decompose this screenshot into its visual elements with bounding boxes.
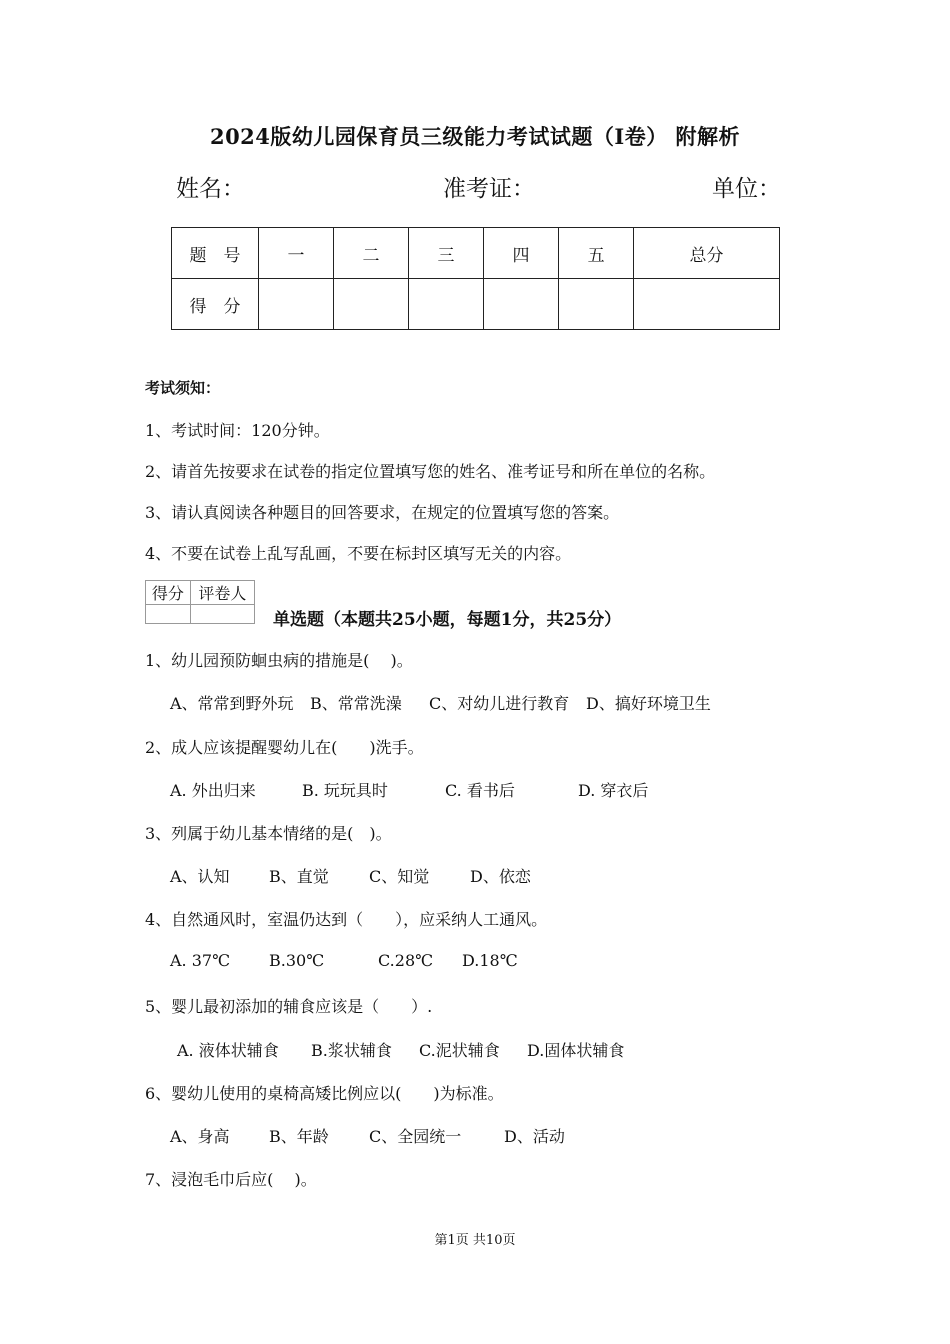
grader-reviewer-cell[interactable]: [190, 605, 254, 624]
option[interactable]: D.18℃: [462, 951, 518, 970]
option[interactable]: A、常常到野外玩: [170, 694, 294, 713]
grader-score-cell[interactable]: [146, 605, 191, 624]
notice-item: 3、请认真阅读各种题目的回答要求，在规定的位置填写您的答案。: [145, 503, 620, 522]
exam-title: 2024版幼儿园保育员三级能力考试试题（I卷） 附解析: [209, 124, 741, 149]
notice-item: 1、考试时间：120分钟。: [145, 421, 330, 440]
option[interactable]: D.固体状辅食: [527, 1041, 625, 1060]
option[interactable]: A、身高: [170, 1127, 230, 1146]
option[interactable]: C. 看书后: [445, 781, 515, 800]
option[interactable]: D、活动: [504, 1127, 565, 1146]
exam-id-label: 准考证：: [443, 176, 535, 202]
option[interactable]: B. 玩玩具时: [302, 781, 388, 800]
question-stem: 7、浸泡毛巾后应( )。: [145, 1170, 317, 1189]
question-stem: 1、幼儿园预防蛔虫病的措施是( )。: [145, 651, 413, 670]
score-table: [171, 227, 780, 330]
question-stem: 5、婴儿最初添加的辅食应该是（ ）.: [145, 997, 433, 1016]
option[interactable]: A. 外出归来: [170, 781, 256, 800]
score-header-cell: 总分: [634, 228, 780, 279]
section-title: 单选题（本题共25小题，每题1分，共25分）: [273, 610, 622, 630]
question-stem: 2、成人应该提醒婴幼儿在( )洗手。: [145, 738, 424, 757]
option[interactable]: D. 穿衣后: [578, 781, 649, 800]
question-stem: 3、列属于幼儿基本情绪的是( )。: [145, 824, 392, 843]
score-header-cell: 五: [559, 228, 634, 279]
score-header-cell: 题 号: [172, 228, 259, 279]
option[interactable]: D、搞好环境卫生: [586, 694, 711, 713]
option[interactable]: A. 37℃: [170, 951, 230, 970]
score-header-cell: 四: [484, 228, 559, 279]
name-label: 姓名：: [176, 176, 245, 202]
notice-item: 2、请首先按要求在试卷的指定位置填写您的姓名、准考证号和所在单位的名称。: [145, 462, 716, 481]
option[interactable]: C.泥状辅食: [419, 1041, 500, 1060]
option[interactable]: B、常常洗澡: [310, 694, 402, 713]
notice-item: 4、不要在试卷上乱写乱画，不要在标封区填写无关的内容。: [145, 544, 572, 563]
unit-label: 单位：: [712, 176, 781, 202]
grader-score-label: 得分: [146, 581, 191, 605]
score-cell[interactable]: [559, 279, 634, 330]
score-header-cell: 三: [409, 228, 484, 279]
score-cell[interactable]: [484, 279, 559, 330]
option[interactable]: B.30℃: [269, 951, 325, 970]
option[interactable]: C、全园统一: [369, 1127, 462, 1146]
page-footer: 第1页 共10页: [434, 1233, 516, 1248]
option[interactable]: C、知觉: [369, 867, 430, 886]
score-table-header-row: [172, 228, 780, 279]
score-cell[interactable]: [634, 279, 780, 330]
question-stem: 4、自然通风时，室温仍达到（ ），应采纳人工通风。: [145, 910, 548, 929]
score-cell[interactable]: [409, 279, 484, 330]
score-cell[interactable]: [259, 279, 334, 330]
notice-heading: 考试须知：: [145, 379, 221, 397]
option[interactable]: A. 液体状辅食: [177, 1041, 279, 1060]
option[interactable]: C、对幼儿进行教育: [429, 694, 570, 713]
score-cell[interactable]: [334, 279, 409, 330]
grader-box: [145, 580, 255, 624]
score-header-cell: 二: [334, 228, 409, 279]
option[interactable]: B、直觉: [269, 867, 329, 886]
grader-reviewer-label: 评卷人: [190, 581, 254, 605]
option[interactable]: B、年龄: [269, 1127, 329, 1146]
score-table-score-row: [172, 279, 780, 330]
question-stem: 6、婴幼儿使用的桌椅高矮比例应以( )为标准。: [145, 1084, 504, 1103]
option[interactable]: C.28℃: [378, 951, 434, 970]
option[interactable]: B.浆状辅食: [311, 1041, 392, 1060]
option[interactable]: A、认知: [170, 867, 230, 886]
score-header-cell: 一: [259, 228, 334, 279]
option[interactable]: D、依恋: [470, 867, 531, 886]
score-row-label: 得 分: [172, 279, 259, 330]
